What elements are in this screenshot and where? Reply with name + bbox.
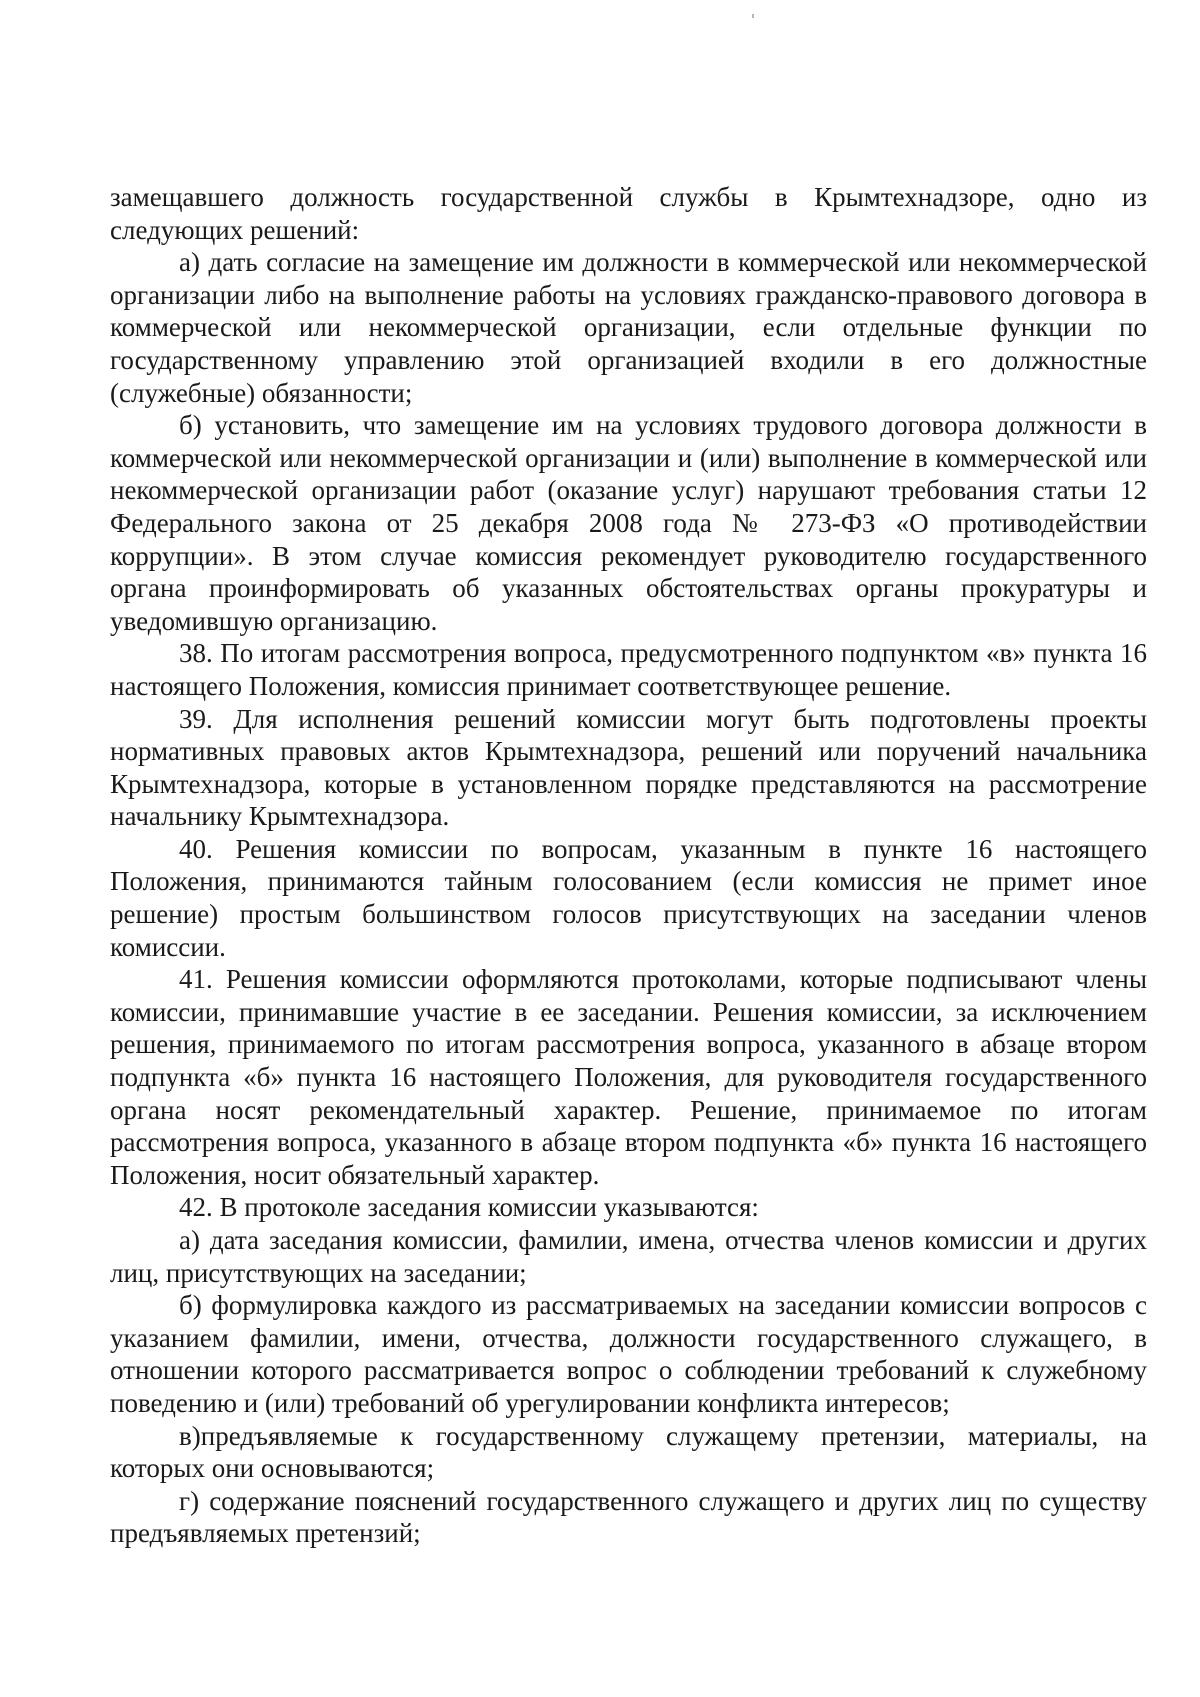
paragraph-item-42: 42. В протоколе заседания комиссии указываются: — [179, 1192, 759, 1223]
paragraph-42-subitem-v: в)предъявляемые к государственному служащему претензии, материалы, на которых они основываются; — [110, 1420, 1147, 1484]
paragraph-42-subitem-g: г) содержание пояснений государственного служащего и других лиц по существу предъявляемых претензий; — [110, 1485, 1147, 1549]
paragraph-item-40: 40. Решения комиссии по вопросам, указанным в пункте 16 настоящего Положения, принимаются тайным голосованием (если комиссия не примет иное решение) простым большинством голосов присутствующих на заседании членов комиссии. — [110, 833, 1147, 962]
paragraph-subitem-b: б) установить, что замещение им на условиях трудового договора должности в коммерческой или некоммерческой организации и (или) выполнение в коммерческой или некоммерческой организации работ (оказание услуг) нарушают требования статьи 12 Федерального закона от 25 декабря 2008 года № 273-ФЗ «О противодействии коррупции». В этом случае комиссия рекомендует руководителю государственного органа проинформировать об указанных обстоятельствах органы прокуратуры и уведомившую организацию. — [110, 410, 1147, 636]
paragraph-item-38: 38. По итогам рассмотрения вопроса, предусмотренного подпунктом «в» пункта 16 настоящего Положения, комиссия принимает соответствующее решение. — [110, 638, 1147, 701]
paragraph-42-subitem-b: б) формулировка каждого из рассматриваемых на заседании комиссии вопросов с указанием фамилии, имени, отчества, должности государственного служащего, в отношении которого рассматривается вопрос о соблюдении требований к служебному поведению и (или) требований об урегулировании конфликта интересов; — [110, 1290, 1147, 1418]
paragraph-item-41: 41. Решения комиссии оформляются протоколами, которые подписывают члены комиссии, принимавшие участие в ее заседании. Решения комиссии, за исключением решения, принимаемого по итогам рассмотрения вопроса, указанного в абзаце втором подпункта «б» пункта 16 настоящего Положения, для руководителя государственного органа носят рекомендательный характер. Решение, принимаемое по итогам рассмотрения вопроса, указанного в абзаце втором подпункта «б» пункта 16 настоящего Положения, носит обязательный характер. — [110, 964, 1147, 1190]
paragraph-subitem-a: а) дать согласие на замещение им должности в коммерческой или некоммерческой организации либо на выполнение работы на условиях гражданско-правового договора в коммерческой или некоммерческой организации, если отдельные функции по государственному управлению этой организацией входили в его должностные (служебные) обязанности; — [110, 247, 1147, 408]
document-body — [110, 181, 1147, 1550]
scan-speck — [752, 14, 754, 18]
paragraph-42-subitem-a: а) дата заседания комиссии, фамилии, имена, отчества членов комиссии и других лиц, присутствующих на заседании; — [110, 1225, 1147, 1288]
paragraph-item-39: 39. Для исполнения решений комиссии могут быть подготовлены проекты нормативных правовых актов Крымтехнадзора, решений или поручений начальника Крымтехнадзора, которые в установленном порядке представляются на рассмотрение начальнику Крымтехнадзора. — [110, 703, 1147, 832]
paragraph-continuation: замещавшего должность государственной службы в Крымтехнадзоре, одно из следующих решений: — [110, 182, 1147, 245]
